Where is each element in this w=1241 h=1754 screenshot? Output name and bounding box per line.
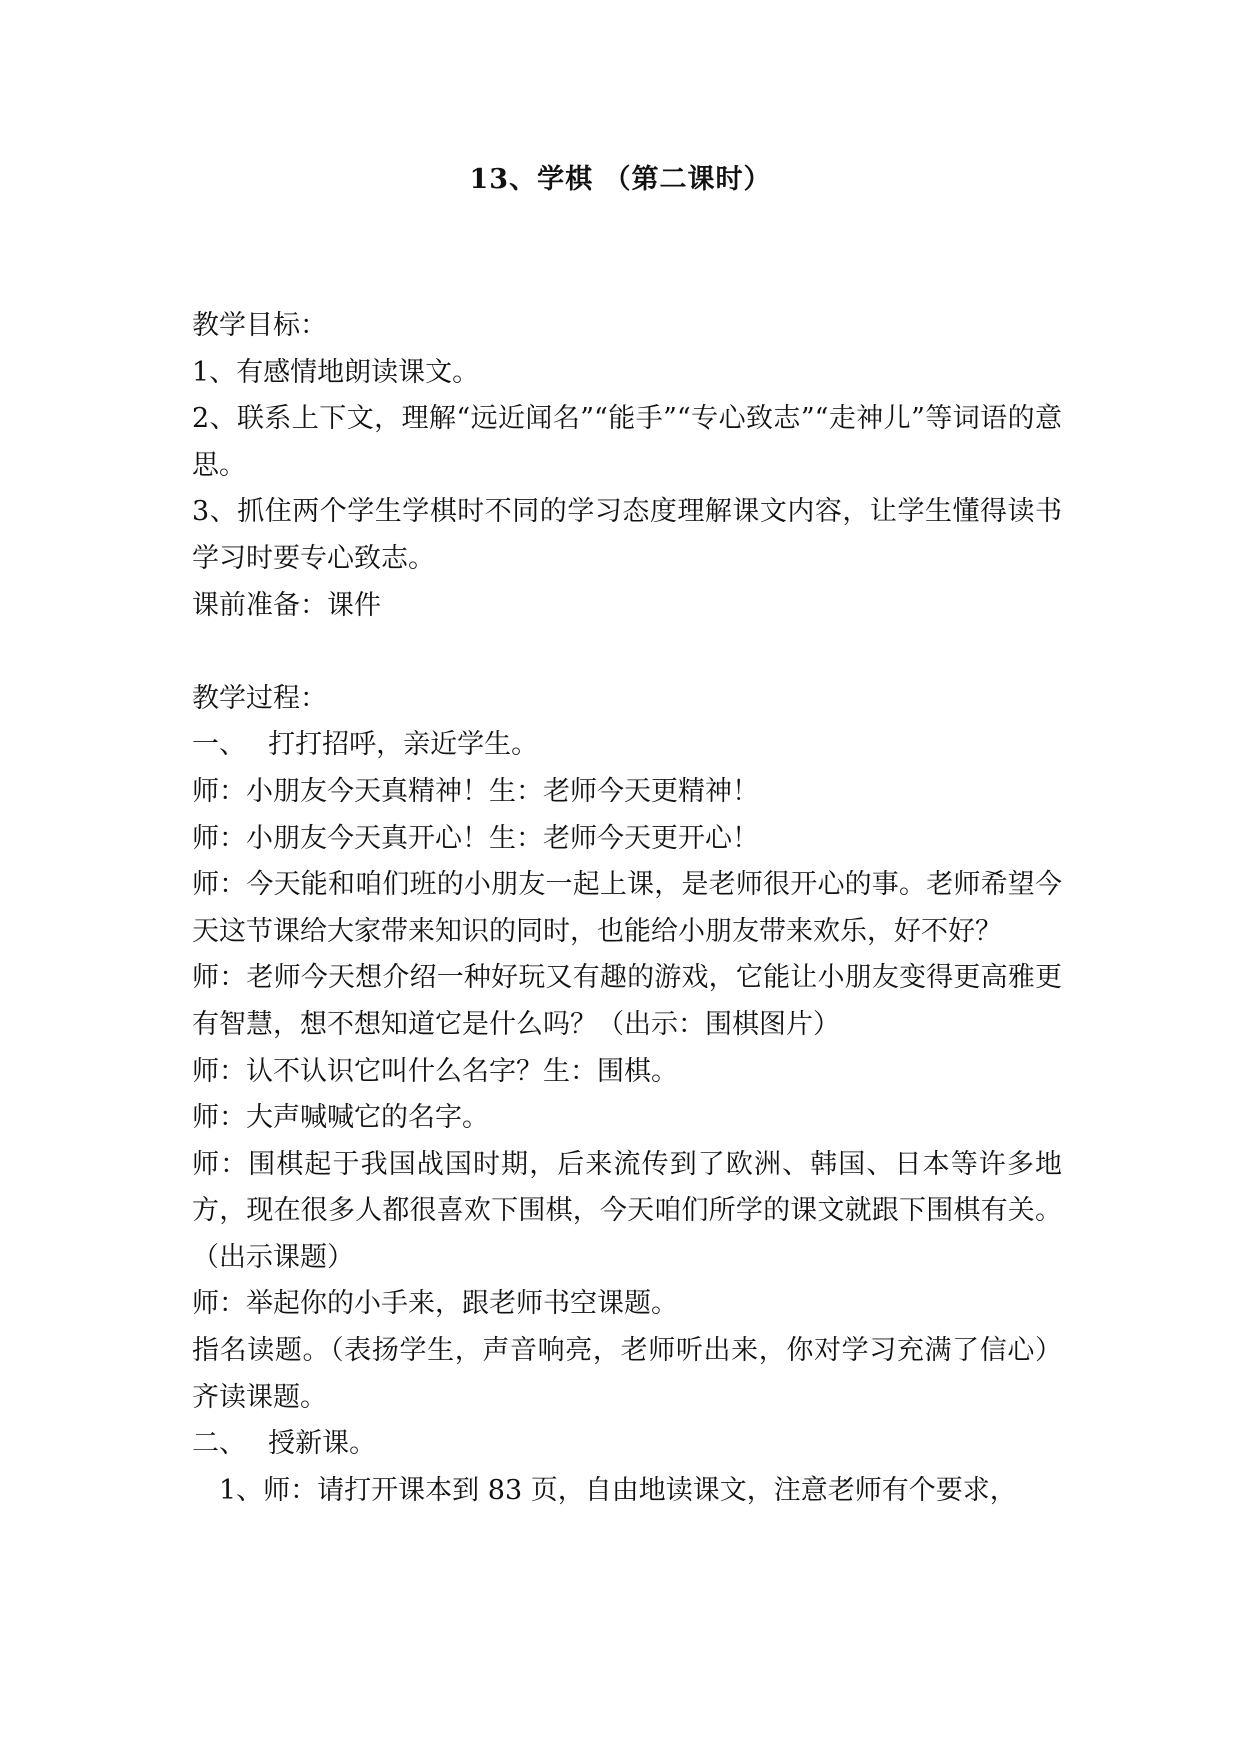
document-body <box>192 303 1062 1514</box>
dialogue-line: 师：认不认识它叫什么名字？生：围棋。 <box>192 1055 678 1087</box>
dialogue-line: 师：小朋友今天真开心！生：老师今天更开心！ <box>192 822 759 854</box>
dialogue-line: 师：老师今天想介绍一种好玩又有趣的游戏，它能让小朋友变得更高雅更有智慧，想不想知道它是什么吗？（出示：围棋图片） <box>192 962 1062 1040</box>
preparation-line: 课前准备：课件 <box>192 589 381 621</box>
process-step-heading: 一、 打打招呼，亲近学生。 <box>192 729 539 761</box>
dialogue-line: 师：大声喊喊它的名字。 <box>192 1102 489 1134</box>
objective-item: 1、有感情地朗读课文。 <box>192 356 480 388</box>
dialogue-line: 师：小朋友今天真精神！生：老师今天更精神！ <box>192 775 759 807</box>
section-heading-objectives: 教学目标： <box>192 310 327 341</box>
objective-item: 3、抓住两个学生学棋时不同的学习态度理解课文内容，让学生懂得读书学习时要专心致志。 <box>192 496 1062 574</box>
instruction-line: 1、师：请打开课本到 83 页，自由地读课文，注意老师有个要求， <box>219 1474 1017 1506</box>
dialogue-line: 师：围棋起于我国战国时期，后来流传到了欧洲、韩国、日本等许多地方，现在很多人都很喜欢下围棋，今天咱们所学的课文就跟下围棋有关。（出示课题） <box>192 1148 1062 1273</box>
page-title: 13、学棋 （第二课时） <box>469 164 772 195</box>
process-step-heading: 二、 授新课。 <box>192 1428 377 1460</box>
blank-line <box>192 629 1062 676</box>
dialogue-line: 师：今天能和咱们班的小朋友一起上课，是老师很开心的事。老师希望今天这节课给大家带来知识的同时，也能给小朋友带来欢乐，好不好？ <box>192 869 1062 947</box>
objective-item: 2、联系上下文，理解“远近闻名”“能手”“专心致志”“走神儿”等词语的意思。 <box>192 403 1062 481</box>
section-heading-process: 教学过程： <box>192 682 327 714</box>
dialogue-line: 师：举起你的小手来，跟老师书空课题。 <box>192 1288 678 1320</box>
instruction-line: 指名读题。（表扬学生，声音响亮，老师听出来，你对学习充满了信心）齐读课题。 <box>192 1335 1062 1413</box>
